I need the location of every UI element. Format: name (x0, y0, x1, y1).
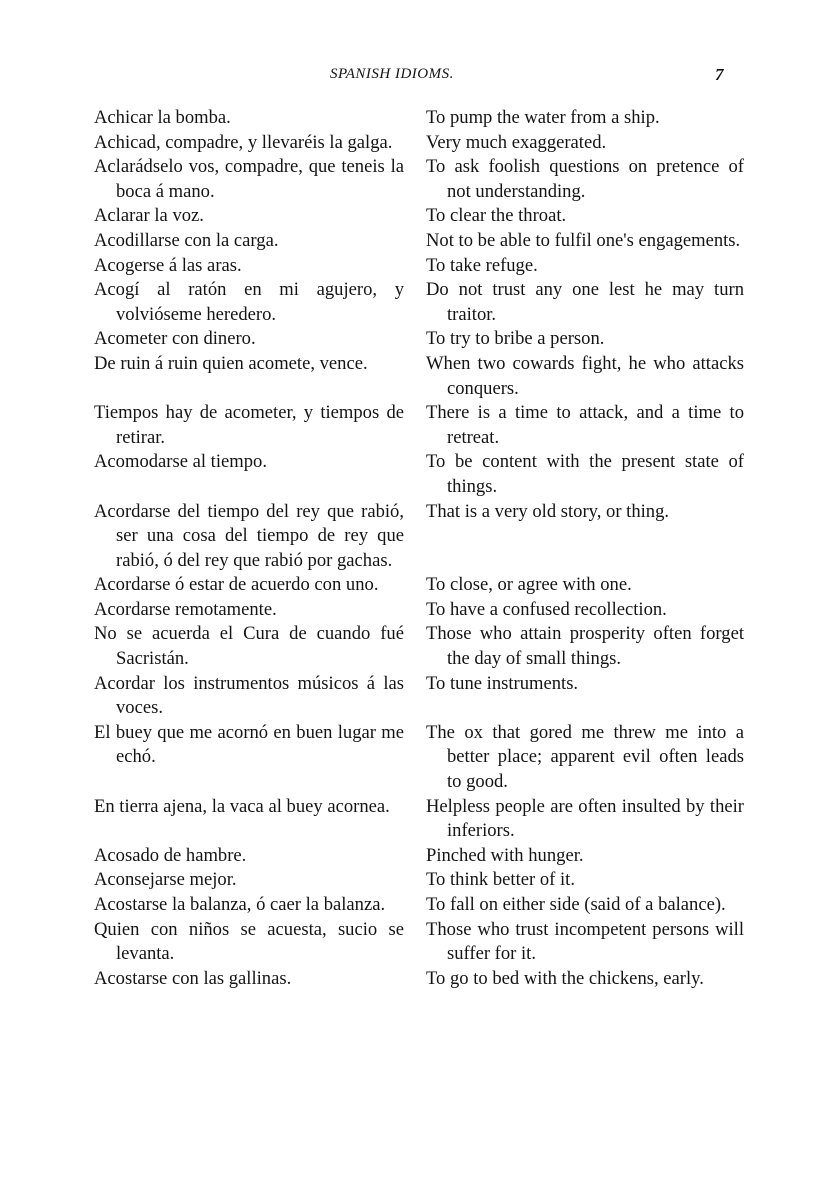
spanish-idiom: Acordarse del tiempo del rey que rabió, ser una cosa del tiempo de rey que rabió, ó del rey que rabió por gachas. (94, 500, 404, 571)
english-translation: Do not trust any one lest he may turn traitor. (426, 279, 744, 325)
idiom-entry (94, 204, 744, 229)
idiom-entry (94, 918, 744, 967)
english-translation: To think better of it. (426, 869, 575, 891)
idiom-entry (94, 131, 744, 156)
idiom-entry (94, 106, 744, 131)
spanish-idiom: Acordarse ó estar de acuerdo con uno. (94, 574, 379, 596)
english-translation: There is a time to attack, and a time to retreat. (426, 402, 744, 448)
spanish-idiom: Acosado de hambre. (94, 844, 247, 866)
spanish-idiom: El buey que me acornó en buen lugar me echó. (94, 721, 404, 768)
idiom-entry (94, 450, 744, 499)
idiom-entry (94, 278, 744, 327)
english-translation: To take refuge. (426, 254, 538, 276)
english-translation: To pump the water from a ship. (426, 107, 660, 128)
spanish-idiom: Aclarádselo vos, compadre, que teneis la boca á mano. (94, 156, 404, 202)
spanish-idiom: Aconsejarse mejor. (94, 869, 237, 891)
english-translation: Helpless people are often insulted by their inferiors. (426, 795, 744, 842)
spanish-idiom: Tiempos hay de acometer, y tiempos de retirar. (94, 402, 404, 448)
spanish-idiom: No se acuerda el Cura de cuando fué Sacristán. (94, 623, 404, 670)
idiom-entry (94, 967, 744, 992)
page-number: 7 (715, 65, 724, 84)
spanish-idiom: Achicar la bomba. (94, 107, 231, 128)
english-translation: The ox that gored me threw me into a better place; apparent evil often leads to good. (426, 721, 744, 793)
english-translation: Not to be able to fulfil one's engagements. (426, 229, 741, 251)
english-translation: That is a very old story, or thing. (426, 500, 670, 522)
english-translation: To fall on either side (said of a balance). (426, 894, 726, 915)
spanish-idiom: Achicad, compadre, y llevaréis la galga. (94, 131, 393, 153)
spanish-idiom: Acordar los instrumentos músicos á las voces. (94, 672, 404, 719)
english-translation: To tune instruments. (426, 672, 579, 694)
spanish-idiom: Acometer con dinero. (94, 328, 256, 350)
idiom-entry (94, 401, 744, 450)
idiom-entry (94, 352, 744, 401)
english-translation: To go to bed with the chickens, early. (426, 967, 704, 989)
spanish-idiom: Acordarse remotamente. (94, 598, 277, 620)
idiom-entry (94, 155, 744, 204)
spanish-idiom: Acodillarse con la carga. (94, 229, 279, 251)
idiom-list (94, 106, 744, 991)
idiom-entry (94, 622, 744, 671)
english-translation: Those who attain prosperity often forget the day of small things. (426, 623, 744, 670)
spanish-idiom: En tierra ajena, la vaca al buey acornea. (94, 795, 390, 817)
spanish-idiom: Acomodarse al tiempo. (94, 451, 267, 473)
english-translation: To close, or agree with one. (426, 574, 632, 596)
idiom-entry (94, 573, 744, 598)
english-translation: To have a confused recollection. (426, 598, 667, 620)
spanish-idiom: Acogí al ratón en mi agujero, y volvióseme heredero. (94, 279, 404, 325)
english-translation: When two cowards fight, he who attacks conquers. (426, 352, 744, 399)
spanish-idiom: Acostarse la balanza, ó caer la balanza. (94, 894, 386, 915)
english-translation: To ask foolish questions on pretence of not understanding. (426, 156, 744, 202)
idiom-entry (94, 795, 744, 844)
spanish-idiom: Quien con niños se acuesta, sucio se levanta. (94, 918, 404, 965)
running-head (0, 66, 840, 90)
idiom-entry (94, 721, 744, 795)
idiom-entry (94, 868, 744, 893)
idiom-entry (94, 672, 744, 721)
spanish-idiom: Acogerse á las aras. (94, 254, 242, 276)
spanish-idiom: De ruin á ruin quien acomete, vence. (94, 352, 368, 374)
idiom-entry (94, 229, 744, 254)
idiom-entry (94, 500, 744, 574)
idiom-entry (94, 844, 744, 869)
spanish-idiom: Aclarar la voz. (94, 205, 204, 227)
english-translation: Those who trust incompetent persons will suffer for it. (426, 918, 744, 965)
english-translation: To be content with the present state of things. (426, 451, 744, 497)
idiom-entry (94, 893, 744, 918)
idiom-entry (94, 327, 744, 352)
english-translation: To clear the throat. (426, 205, 567, 227)
running-title: SPANISH IDIOMS. (330, 66, 454, 82)
idiom-entry (94, 254, 744, 279)
english-translation: Very much exaggerated. (426, 131, 607, 153)
english-translation: Pinched with hunger. (426, 844, 584, 866)
spanish-idiom: Acostarse con las gallinas. (94, 967, 292, 989)
english-translation: To try to bribe a person. (426, 328, 605, 350)
idiom-entry (94, 598, 744, 623)
